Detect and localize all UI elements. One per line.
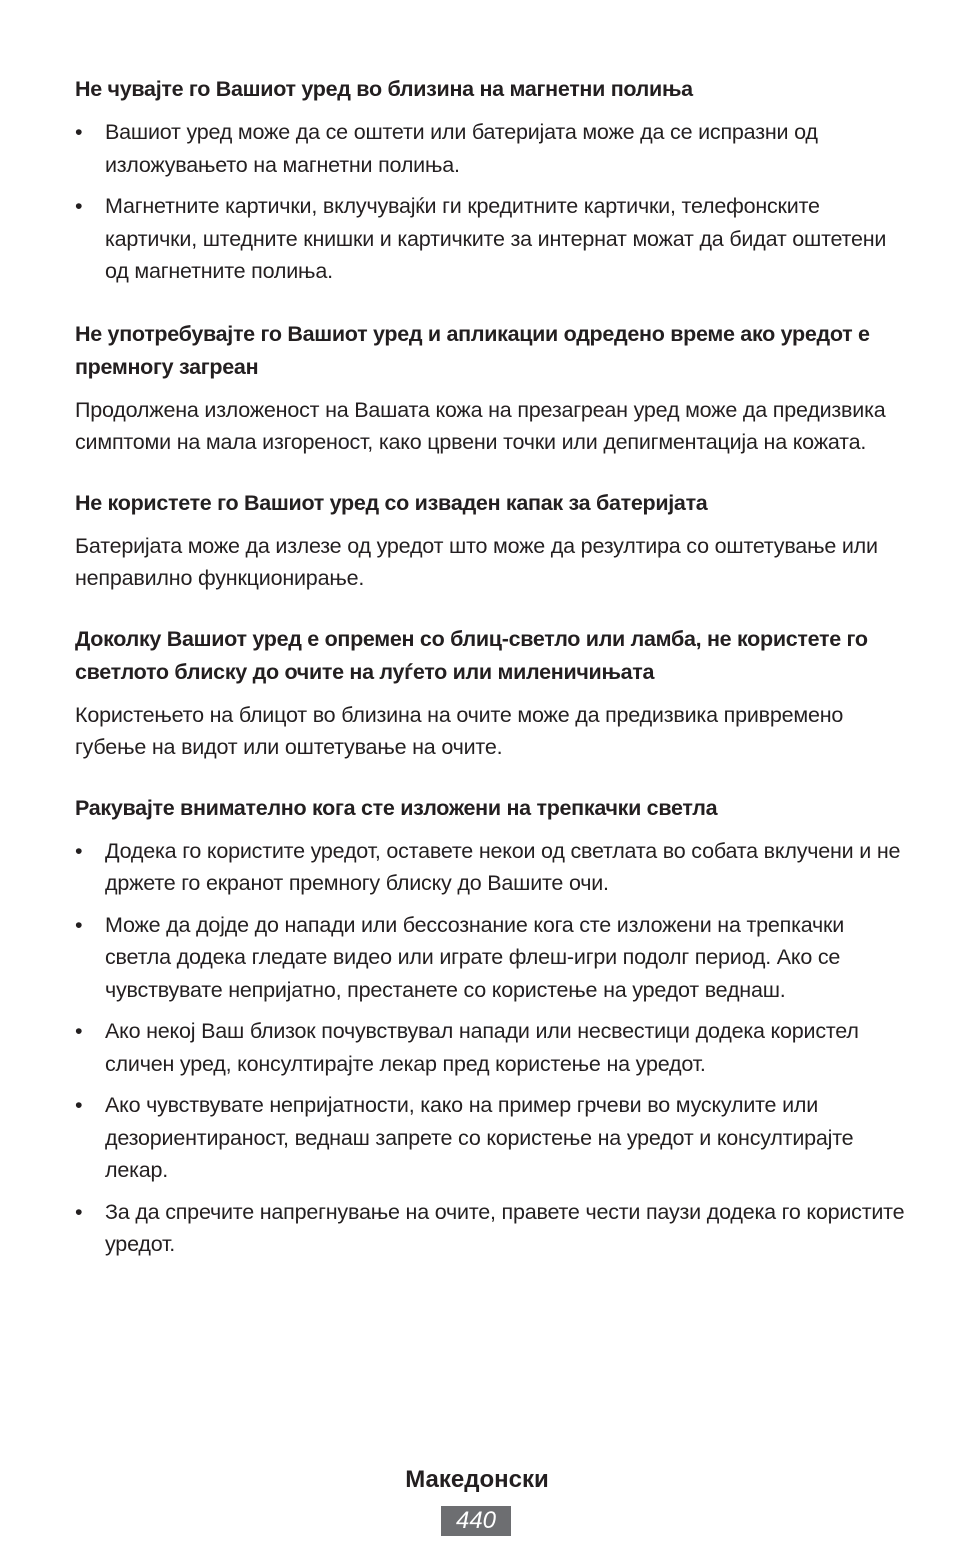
section-spacer xyxy=(75,764,905,792)
section-battery-cover xyxy=(75,487,905,595)
list-item xyxy=(75,1089,905,1187)
section-overheating xyxy=(75,318,905,459)
list-item xyxy=(75,835,905,900)
section-magnetic-fields xyxy=(75,73,905,288)
section-heading: Ракувајте внимателно кога сте изложени на трепкачки светла xyxy=(75,795,718,820)
footer-language-label: Македонски xyxy=(405,1466,549,1493)
list-item-text: За да спречите напрегнување на очите, правете чести паузи додека го користите уредот. xyxy=(105,1199,905,1256)
list-item xyxy=(75,190,905,288)
list-item xyxy=(75,909,905,1007)
section-paragraph: Користењето на блицот во близина на очите може да предизвика привремено губење на видот или оштетување на очите. xyxy=(75,702,844,759)
bullet-icon: • xyxy=(75,1199,83,1224)
section-flash-light xyxy=(75,623,905,764)
bullet-list xyxy=(75,835,905,1261)
section-spacer xyxy=(75,297,905,318)
list-item-text: Ако чувствувате непријатности, како на пример грчеви во мускулите или дезориентираност, веднаш запрете со користење на уредот и консултирајте лекар. xyxy=(105,1093,854,1182)
list-item-text: Магнетните картички, вклучувајќи ги кредитните картички, телефонските картички, штедните книшки и картичките за интернат можат да бидат оштетени од магнетните полиња. xyxy=(105,194,887,283)
bullet-icon: • xyxy=(75,1019,83,1043)
section-heading: Не чувајте го Вашиот уред во близина на магнетни полиња xyxy=(75,77,693,101)
bullet-icon: • xyxy=(75,120,83,144)
list-item xyxy=(75,1196,905,1261)
list-item-text: Додека го користите уредот, оставете некои од светлата во собата вклучени и не држете го екранот премногу блиску до Вашите очи. xyxy=(105,838,901,895)
section-paragraph: Батеријата може да излезе од уредот што може да резултира со оштетување или неправилно функционирање. xyxy=(75,533,878,590)
section-spacer xyxy=(75,595,905,623)
bullet-icon: • xyxy=(75,838,83,863)
section-flashing-lights xyxy=(75,792,905,1261)
list-item xyxy=(75,1015,905,1080)
bullet-icon: • xyxy=(75,194,83,218)
section-heading: Доколку Вашиот уред е опремен со блиц-светло или ламба, не користете го светлото блиску до очите на луѓето или миленичињата xyxy=(75,626,868,684)
list-item-text: Вашиот уред може да се оштети или батеријата може да се испразни од изложувањето на магнетни полиња. xyxy=(105,120,818,177)
list-item-text: Ако некој Ваш близок почувствувал напади или несвестици додека користел сличен уред, консултирајте лекар пред користење на уредот. xyxy=(105,1019,859,1076)
section-heading: Не користете го Вашиот уред со извaден капак за батеријата xyxy=(75,490,708,515)
page-content xyxy=(75,73,905,1270)
section-heading: Не употребувајте го Вашиот уред и апликации одредено време ако уредот е премногу загреан xyxy=(75,321,870,379)
bullet-icon: • xyxy=(75,1093,83,1117)
section-spacer xyxy=(75,459,905,487)
page-number-badge: 440 xyxy=(441,1506,511,1536)
list-item xyxy=(75,116,905,181)
bullet-list xyxy=(75,116,905,288)
list-item-text: Може да дојде до напади или бессознание кога сте изложени на трепкачки светла додека гледате видео или играте флеш-игри подолг период. Ако се чувствувате непријатно, престанете со користење на уредот веднаш. xyxy=(105,912,845,1002)
bullet-icon: • xyxy=(75,912,83,937)
section-paragraph: Продолжена изложеност на Вашата кожа на презагреан уред може да предизвика симптоми на мала изгореност, како црвени точки или депигментација на кожата. xyxy=(75,397,886,454)
